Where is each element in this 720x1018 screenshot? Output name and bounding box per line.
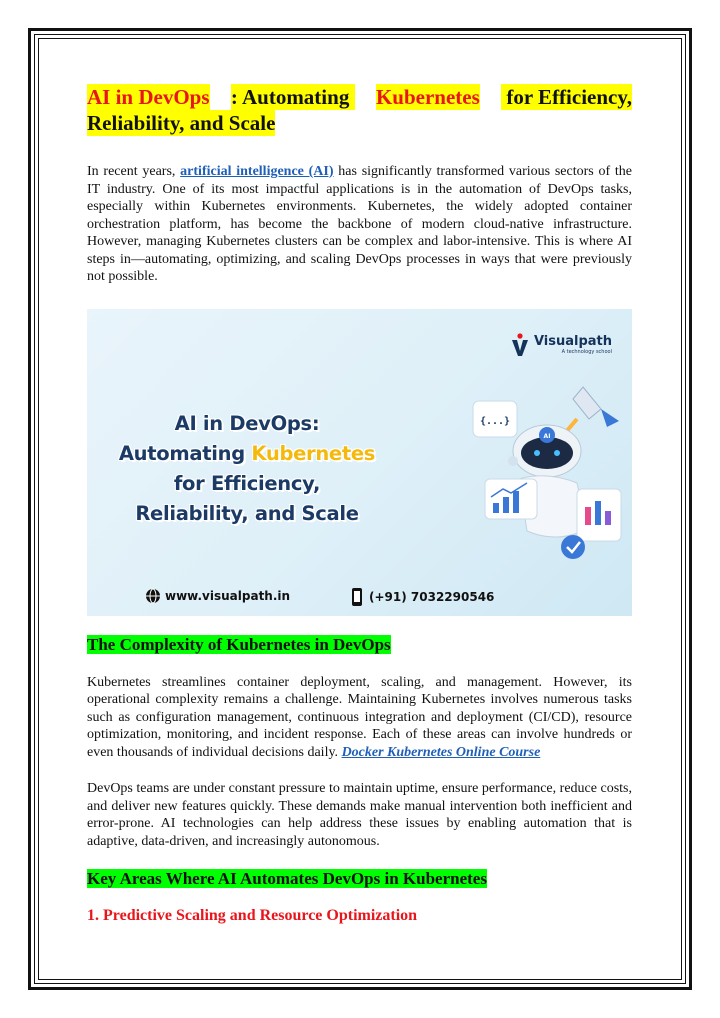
banner-title-line-2 <box>107 439 387 469</box>
banner-image <box>87 309 632 616</box>
title-for-efficiency: for Efficiency, <box>501 85 632 109</box>
visualpath-logo <box>511 333 612 357</box>
phone-text: (+91) 7032290546 <box>369 589 495 604</box>
title-line-2: Reliability, and Scale <box>87 111 276 135</box>
website-text: www.visualpath.in <box>165 588 291 603</box>
banner-title-efficiency: for Efficiency, <box>173 471 321 495</box>
section-heading-key-areas-text: Key Areas Where AI Automates DevOps in Kubernetes <box>87 869 487 888</box>
visualpath-logo-text <box>534 335 612 355</box>
title-kubernetes: Kubernetes <box>375 85 480 109</box>
intro-text-rest: has significantly transformed various sectors of the IT industry. One of its most impactful applications is in the automation of DevOps tasks, especially within Kubernetes environments. Kubernetes, the widely adopted container orchestration platform, has become the backbone of modern cloud-native infrastructure. However, managing Kubernetes clusters can be complex and labor-intensive. This is where AI steps in—automating, optimizing, and scaling DevOps processes in ways that were previously not possible. <box>87 164 632 284</box>
robot-ai-badge: AI <box>543 432 551 440</box>
section-heading-complexity-text: The Complexity of Kubernetes in DevOps <box>87 634 391 654</box>
phone-icon <box>349 588 365 606</box>
section-heading-key-areas <box>87 868 632 889</box>
document-body <box>87 84 632 926</box>
banner-website <box>145 588 290 604</box>
banner-title <box>107 409 387 529</box>
intro-text-start: In recent years, <box>87 164 181 179</box>
rocket-icon <box>565 387 619 433</box>
banner-title-automating: Automating <box>118 441 252 465</box>
banner-title-line-3 <box>107 469 387 499</box>
banner-title-ai-devops: AI in DevOps: <box>174 411 320 435</box>
checkmark-icon <box>561 535 585 559</box>
title-automating: : Automating <box>230 85 355 109</box>
complexity-text: Kubernetes streamlines container deployment, scaling, and management. However, its operational complexity remains a challenge. Maintaining Kubernetes involves numerous tasks such as configuration management, continuous integration and deployment (CI/CD), resource optimization, monitoring, and incident response. Each of these areas can involve hundreds or even thousands of individual decisions daily. <box>87 674 632 760</box>
banner-title-line-4 <box>107 499 387 529</box>
globe-icon <box>145 588 161 604</box>
banner-title-line-1 <box>107 409 387 439</box>
globe-icon <box>508 456 518 466</box>
stats-card-icon <box>577 489 621 541</box>
subheading-predictive-scaling: 1. Predictive Scaling and Resource Optimization <box>87 907 418 924</box>
title-ai-in-devops: AI in DevOps <box>87 85 210 109</box>
banner-title-kubernetes: Kubernetes <box>251 441 376 465</box>
brand-name: Visualpath <box>533 333 612 349</box>
robot-head <box>513 425 581 477</box>
bar-chart-card-icon <box>485 479 537 519</box>
section-heading-complexity <box>87 634 632 655</box>
visualpath-logo-icon <box>511 333 529 357</box>
complexity-paragraph-1 <box>87 674 632 762</box>
banner-phone <box>349 588 494 606</box>
robot-illustration <box>387 379 627 564</box>
banner-title-reliability: Reliability, and Scale <box>135 501 359 525</box>
docker-kubernetes-course-link[interactable]: Docker Kubernetes Online Course <box>341 744 541 760</box>
banner-footer <box>87 588 632 606</box>
document-title <box>87 84 632 136</box>
code-card-icon <box>473 401 517 437</box>
intro-paragraph <box>87 163 632 286</box>
ai-link[interactable]: artificial intelligence (AI) <box>180 164 334 179</box>
code-badge-text: {...} <box>479 415 511 427</box>
title-line-1 <box>87 84 632 110</box>
complexity-paragraph-2: DevOps teams are under constant pressure to maintain uptime, ensure performance, reduce costs, and deliver new features quickly. These demands make manual intervention both inefficient and error-prone. AI technologies can help address these issues by enabling automation that is adaptive, data-driven, and increasingly autonomous. <box>87 781 632 849</box>
brand-tagline: A technology school <box>561 348 612 355</box>
